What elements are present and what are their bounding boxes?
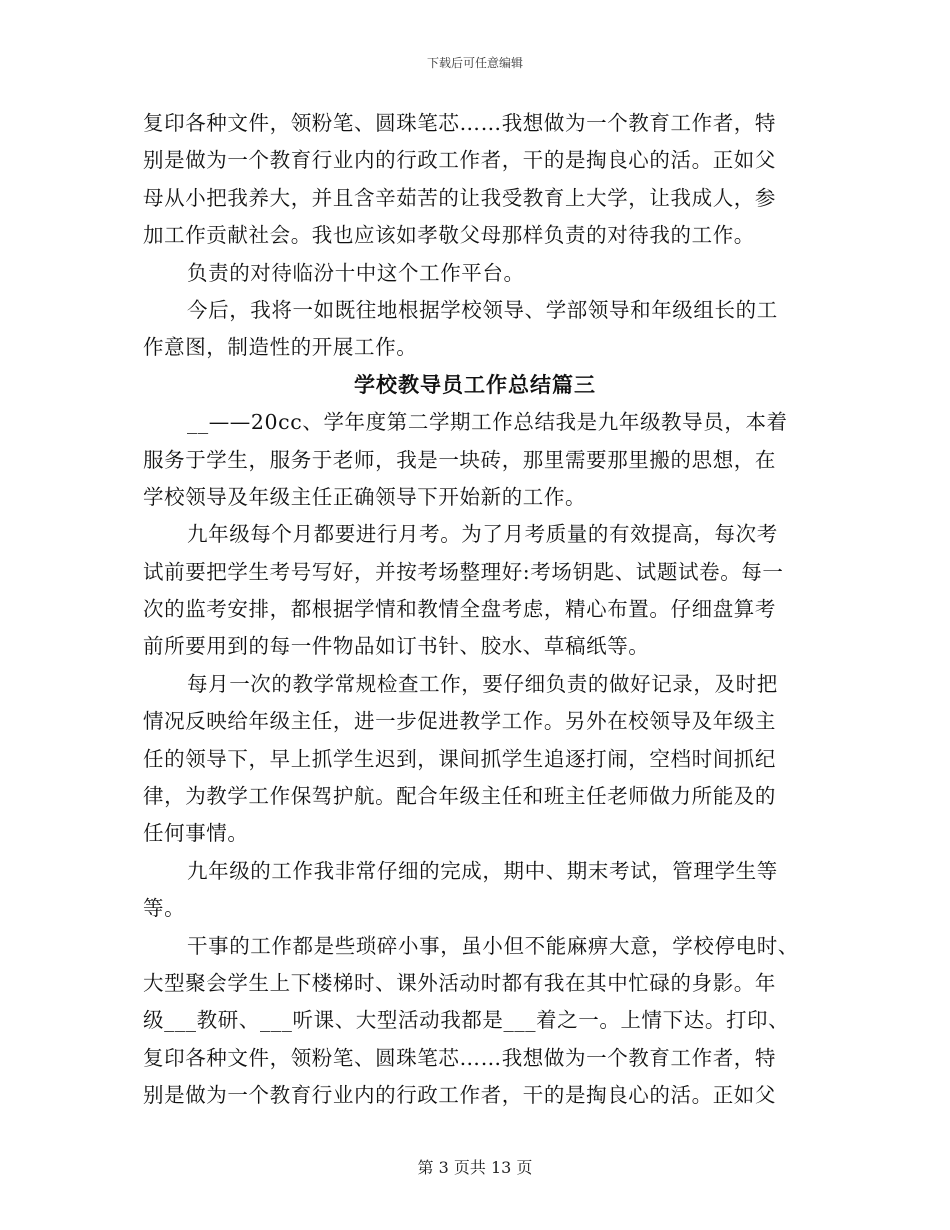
text-line: 前所要用到的每一件物品如订书针、胶水、草稿纸等。 <box>143 634 650 659</box>
paragraph-start: 九年级的工作我非常仔细的完成，期中、期末考试，管理学生等 <box>187 858 778 883</box>
text-line: 律，为教学工作保驾护航。配合年级主任和班主任老师做力所能及的 <box>143 784 776 809</box>
paragraph-start: 九年级每个月都要进行月考。为了月考质量的有效提高，每次考 <box>187 522 778 547</box>
text-line: 别是做为一个教育行业内的行政工作者，干的是掏良心的活。正如父 <box>143 1083 776 1108</box>
text-line: 任何事情。 <box>143 821 249 846</box>
page-footer: 第 3 页共 13 页 <box>417 1158 533 1177</box>
text-line: 复印各种文件，领粉笔、圆珠笔芯……我想做为一个教育工作者，特 <box>143 1045 776 1070</box>
document-body <box>143 105 807 1115</box>
text-line: 任的领导下，早上抓学生迟到，课间抓学生追逐打闹，空档时间抓纪 <box>143 746 776 771</box>
paragraph-start: 干事的工作都是些琐碎小事，虽小但不能麻痹大意，学校停电时、 <box>187 933 799 958</box>
section-title: 学校教导员工作总结篇三 <box>354 372 596 397</box>
text-line: 作意图，制造性的开展工作。 <box>143 335 418 360</box>
text-line: 母从小把我养大，并且含辛茹苦的让我受教育上大学，让我成人，参 <box>143 185 776 210</box>
text-line: 加工作贡献社会。我也应该如孝敬父母那样负责的对待我的工作。 <box>143 223 755 248</box>
text-line: 等。 <box>143 896 186 921</box>
text-line: 别是做为一个教育行业内的行政工作者，干的是掏良心的活。正如父 <box>143 148 776 173</box>
text-line: 复印各种文件，领粉笔、圆珠笔芯……我想做为一个教育工作者，特 <box>143 111 776 135</box>
paragraph-start: __——20cc、学年度第二学期工作总结我是九年级教导员，本着 <box>187 410 788 435</box>
page-header: 下载后可任意编辑 <box>426 56 523 70</box>
text-line: 服务于学生，服务于老师，我是一块砖，那里需要那里搬的思想，在 <box>143 447 776 472</box>
text-line: 级___教研、___听课、大型活动我都是___着之一。上情下达。打印、 <box>143 1008 790 1033</box>
text-line: 情况反映给年级主任，进一步促进教学工作。另外在校领导及年级主 <box>143 709 776 734</box>
text-line: 试前要把学生考号写好，并按考场整理好:考场钥匙、试题试卷。每一 <box>143 559 784 584</box>
paragraph-start: 每月一次的教学常规检查工作，要仔细负责的做好记录，及时把 <box>187 671 778 696</box>
text-line: 次的监考安排，都根据学情和教情全盘考虑，精心布置。仔细盘算考 <box>143 597 776 622</box>
text-line: 大型聚会学生上下楼梯时、课外活动时都有我在其中忙碌的身影。年 <box>143 970 776 995</box>
paragraph-start: 负责的对待临汾十中这个工作平台。 <box>187 260 525 285</box>
paragraph-start: 今后，我将一如既往地根据学校领导、学部领导和年级组长的工 <box>187 297 778 322</box>
text-line: 学校领导及年级主任正确领导下开始新的工作。 <box>143 484 587 509</box>
